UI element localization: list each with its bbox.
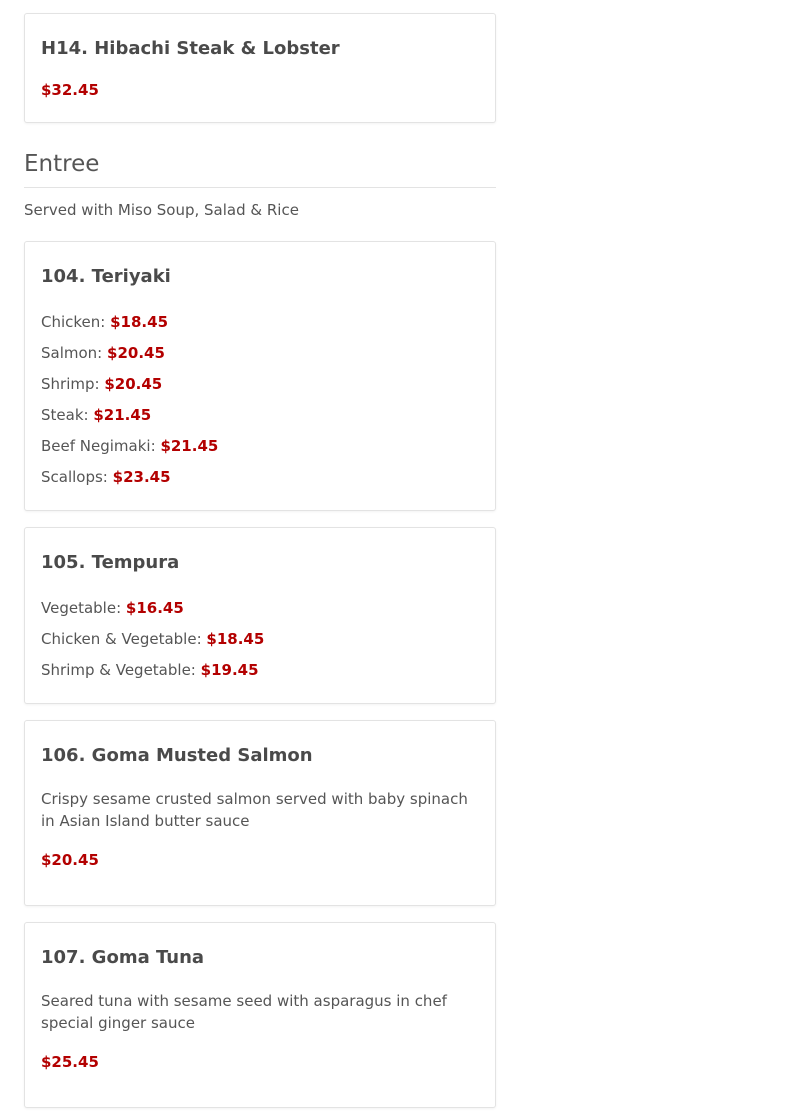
option-price: $19.45 <box>200 661 259 679</box>
option-label: Chicken & Vegetable: <box>41 630 202 648</box>
menu-column <box>24 13 496 1108</box>
option-row[interactable] <box>41 462 479 493</box>
option-row[interactable] <box>41 655 479 686</box>
menu-item-description: Seared tuna with sesame seed with asparagus in chef special ginger sauce <box>41 992 447 1032</box>
option-label: Vegetable: <box>41 599 122 617</box>
section-heading: Entree <box>24 149 496 188</box>
option-label: Steak: <box>41 406 89 424</box>
option-row[interactable] <box>41 369 479 400</box>
option-row[interactable] <box>41 593 479 624</box>
menu-item-card[interactable] <box>24 527 496 704</box>
menu-item-title: 105. Tempura <box>41 552 180 573</box>
option-price: $20.45 <box>104 375 163 393</box>
menu-item-title: H14. Hibachi Steak & Lobster <box>41 38 340 59</box>
menu-item-price: $20.45 <box>41 851 99 869</box>
option-label: Scallops: <box>41 468 108 486</box>
option-price: $20.45 <box>107 344 165 362</box>
option-row[interactable] <box>41 307 479 338</box>
option-list <box>41 593 479 686</box>
option-price: $18.45 <box>110 313 169 331</box>
option-price: $21.45 <box>93 406 152 424</box>
menu-item-price: $25.45 <box>41 1053 99 1071</box>
option-label: Beef Negimaki: <box>41 437 156 455</box>
menu-item-card[interactable] <box>24 922 496 1108</box>
option-row[interactable] <box>41 400 479 431</box>
menu-item-title: 106. Goma Musted Salmon <box>41 745 313 766</box>
menu-item-price: $32.45 <box>41 81 99 99</box>
menu-item-card[interactable] <box>24 241 496 511</box>
option-list <box>41 307 479 493</box>
option-row[interactable] <box>41 624 479 655</box>
option-price: $16.45 <box>125 599 184 617</box>
option-label: Chicken: <box>41 313 106 331</box>
option-label: Shrimp: <box>41 375 100 393</box>
section-description: Served with Miso Soup, Salad & Rice <box>24 201 299 219</box>
option-row[interactable] <box>41 338 479 369</box>
option-price: $23.45 <box>112 468 171 486</box>
option-row[interactable] <box>41 431 479 462</box>
option-price: $21.45 <box>160 437 219 455</box>
menu-item-card[interactable] <box>24 13 496 123</box>
option-label: Salmon: <box>41 344 103 362</box>
menu-item-title: 104. Teriyaki <box>41 266 171 287</box>
menu-item-card[interactable] <box>24 720 496 906</box>
menu-item-title: 107. Goma Tuna <box>41 947 205 968</box>
option-price: $18.45 <box>206 630 265 648</box>
menu-item-description: Crispy sesame crusted salmon served with baby spinach in Asian Island butter sauce <box>41 790 468 830</box>
option-label: Shrimp & Vegetable: <box>41 661 196 679</box>
